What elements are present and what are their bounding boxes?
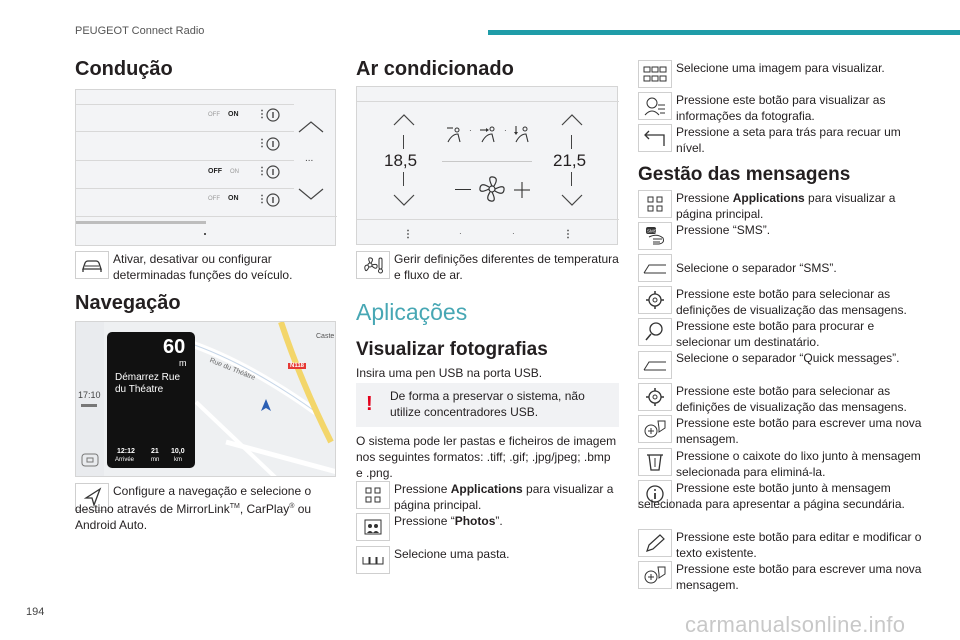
fotografias-formats: O sistema pode ler pastas e ficheiros de imagem nos seguintes formatos: .tiff; .gif; .jpg/jpeg; .bmp e .png. xyxy=(356,434,617,480)
scroll-up-icon[interactable] xyxy=(297,120,325,134)
signal-icon xyxy=(81,404,97,407)
toggle-off-label: OFF xyxy=(208,112,220,118)
folder-list-icon xyxy=(361,549,385,571)
tab-icon-box xyxy=(638,351,672,379)
right-step-3: Pressione a seta para trás para recuar um nível. xyxy=(676,125,901,155)
eta-time: 12:12 xyxy=(117,448,135,455)
warning-box xyxy=(356,383,619,427)
applications-icon-box xyxy=(638,190,672,218)
road-label: N118 xyxy=(290,363,305,369)
temp-right-value: 21,5 xyxy=(553,151,587,170)
sms-icon xyxy=(643,225,667,247)
edit-pencil-icon xyxy=(643,532,667,554)
tab-icon xyxy=(643,257,667,279)
more-icon[interactable]: ... xyxy=(305,153,314,164)
back-icon-box xyxy=(638,124,672,152)
msg-step-8: Pressione este botão para escrever uma nova mensagem. xyxy=(676,416,922,446)
applications-grid-icon xyxy=(361,484,385,506)
page-dot xyxy=(204,233,206,235)
new-message-icon-box xyxy=(638,561,672,589)
fan-temperature-icon xyxy=(361,254,385,276)
conducao-caption: Ativar, desativar ou configurar determinadas funções do veículo. xyxy=(113,252,293,282)
temp-right-up-icon[interactable] xyxy=(560,113,584,127)
remaining-unit: km xyxy=(174,457,182,463)
edit-icon-box xyxy=(638,529,672,557)
temp-left-up-icon[interactable] xyxy=(392,113,416,127)
search-icon xyxy=(643,321,667,343)
section-title-aplicacoes: Aplicações xyxy=(356,299,468,325)
settings-gear-icon xyxy=(643,386,667,408)
scroll-indicator xyxy=(76,221,206,224)
applications-icon-box xyxy=(356,481,390,509)
msg-step-4: Pressione este botão para selecionar as definições de visualização das mensagens. xyxy=(676,287,907,317)
fotografias-intro: Insira uma pen USB na porta USB. xyxy=(356,366,543,380)
info-icon[interactable] xyxy=(266,108,280,122)
info-icon[interactable] xyxy=(266,165,280,179)
airflow-face-icon[interactable] xyxy=(444,124,464,144)
sms-icon-box xyxy=(638,222,672,250)
more-options-icon[interactable]: ⋮ xyxy=(257,109,267,120)
toggle-on-label: ON xyxy=(228,111,239,118)
header-accent-bar xyxy=(488,30,960,35)
guidance-card xyxy=(107,332,195,468)
settings-icon-box xyxy=(638,286,672,314)
tab-icon xyxy=(643,354,667,376)
new-message-icon xyxy=(643,564,667,586)
warning-icon: ! xyxy=(366,393,373,415)
settings-icon-box xyxy=(638,383,672,411)
page-number: 194 xyxy=(26,606,45,618)
msg-step-1: Pressione Applications para visualizar a página principal. xyxy=(676,191,896,221)
map-corner-label: Caste xyxy=(316,333,335,340)
trash-icon-box xyxy=(638,448,672,476)
fotografias-step-3: Selecione uma pasta. xyxy=(394,547,510,561)
section-title-fotografias: Visualizar fotografias xyxy=(356,339,548,360)
duration-unit: mn xyxy=(151,457,160,463)
photos-icon xyxy=(361,516,385,538)
msg-step-10: Pressione este botão junto à mensagem selecionada para apresentar a página secundária. xyxy=(638,481,905,511)
ar-caption: Gerir definições diferentes de temperatura e fluxo de ar. xyxy=(394,252,619,282)
vehicle-position-icon xyxy=(260,398,272,412)
warning-text: De forma a preservar o sistema, não utilize concentradores USB. xyxy=(390,389,585,419)
image-grid-icon-box xyxy=(638,60,672,88)
remaining-value: 10,0 xyxy=(171,448,185,455)
applications-grid-icon xyxy=(643,193,667,215)
photo-info-icon xyxy=(643,95,667,117)
section-title-conducao: Condução xyxy=(75,58,173,80)
msg-step-2: Pressione “SMS”. xyxy=(676,223,771,237)
toggle-on-label: ON xyxy=(228,195,239,202)
right-step-2: Pressione este botão para visualizar as informações da fotografia. xyxy=(676,93,886,123)
section-title-mensagens: Gestão das mensagens xyxy=(638,164,851,185)
toggle-on-label: ON xyxy=(230,169,239,175)
more-options-icon[interactable]: ⋮ xyxy=(257,194,267,205)
photo-info-icon-box xyxy=(638,92,672,120)
menu-dots-icon[interactable]: ⋮ xyxy=(563,229,573,240)
fan-icon[interactable] xyxy=(477,174,507,204)
more-options-icon[interactable]: ⋮ xyxy=(257,166,267,177)
airflow-feet-icon[interactable] xyxy=(512,124,532,144)
right-step-1: Selecione uma imagem para visualizar. xyxy=(676,61,885,75)
section-title-ar: Ar condicionado xyxy=(356,58,514,80)
folder-icon-box xyxy=(356,546,390,574)
fotografias-step-2: Pressione “Photos”. xyxy=(394,514,503,528)
climate-icon-box xyxy=(356,251,390,279)
fotografias-step-1: Pressione Applications para visualizar a página principal. xyxy=(394,482,614,512)
temp-left-value: 18,5 xyxy=(384,151,418,170)
vehicle-icon-box xyxy=(75,251,109,279)
more-options-icon[interactable]: ⋮ xyxy=(257,138,267,149)
search-icon-box xyxy=(638,318,672,346)
duration-value: 21 xyxy=(151,448,159,455)
image-grid-icon xyxy=(643,63,667,85)
nav-sidebar xyxy=(76,322,104,476)
info-icon[interactable] xyxy=(266,193,280,207)
tab-icon-box xyxy=(638,254,672,282)
temp-right-down-icon[interactable] xyxy=(560,193,584,207)
distance-unit: m xyxy=(179,358,187,368)
scroll-down-icon[interactable] xyxy=(297,187,325,201)
toggle-off-label: OFF xyxy=(208,196,220,202)
msg-step-11: Pressione este botão para editar e modificar o texto existente. xyxy=(676,530,922,560)
street-label: Rue du Théâtre xyxy=(208,357,257,382)
eta-label: Arrivée xyxy=(115,457,135,463)
new-message-icon xyxy=(643,418,667,440)
temp-left-down-icon[interactable] xyxy=(392,193,416,207)
fan-decrease-icon[interactable] xyxy=(455,189,471,190)
msg-step-3: Selecione o separador “SMS”. xyxy=(676,261,837,275)
driving-settings-screen xyxy=(75,89,336,246)
back-arrow-icon xyxy=(643,127,667,149)
watermark: carmanualsonline.info xyxy=(685,612,906,637)
info-icon[interactable] xyxy=(266,137,280,151)
trash-icon xyxy=(643,451,667,473)
distance-value: 60 xyxy=(163,336,186,358)
home-icon[interactable] xyxy=(80,452,100,468)
section-title-navegacao: Navegação xyxy=(75,292,181,314)
running-header: PEUGEOT Connect Radio xyxy=(75,25,205,37)
new-message-icon-box xyxy=(638,415,672,443)
menu-dots-icon[interactable]: ⋮ xyxy=(403,229,413,240)
navegacao-caption: Configure a navegação e selecione o destino através de MirrorLink™, CarPlay® ou Android Auto. xyxy=(75,484,312,532)
msg-step-6: Selecione o separador “Quick messages”. xyxy=(676,351,900,365)
fan-increase-icon[interactable] xyxy=(513,181,531,199)
msg-step-7: Pressione este botão para selecionar as definições de visualização das mensagens. xyxy=(676,384,907,414)
photos-icon-box xyxy=(356,513,390,541)
settings-gear-icon xyxy=(643,289,667,311)
car-icon xyxy=(80,254,104,276)
sms-icon-label: SMS xyxy=(647,228,657,234)
msg-step-12: Pressione este botão para escrever uma nova mensagem. xyxy=(676,562,922,592)
msg-step-9: Pressione o caixote do lixo junto à mensagem selecionada para eliminá-la. xyxy=(676,449,921,479)
toggle-off-label: OFF xyxy=(208,168,222,175)
clock: 17:10 xyxy=(78,390,101,400)
instruction-text: Démarrez Rue du Théatre xyxy=(115,372,181,395)
airflow-body-icon[interactable] xyxy=(478,124,498,144)
msg-step-5: Pressione este botão para procurar e selecionar um destinatário. xyxy=(676,319,875,349)
